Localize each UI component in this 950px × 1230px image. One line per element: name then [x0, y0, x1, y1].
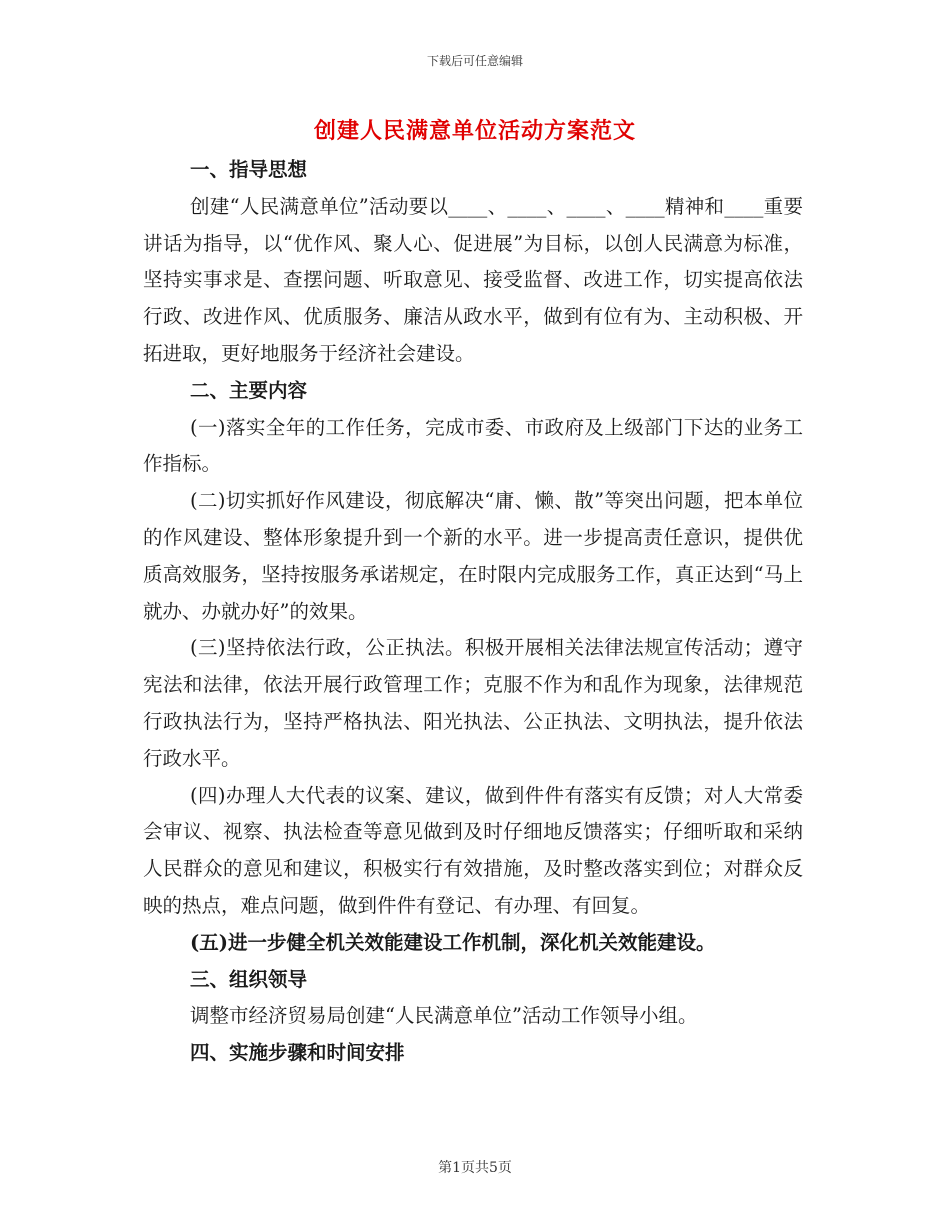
paragraph-item-4: (四)办理人大代表的议案、建议，做到件件有落实有反馈；对人大常委会审议、视察、执法检查等意见做到及时仔细地反馈落实；仔细听取和采纳人民群众的意见和建议，积极实行有效措施，及时整改落实到位；对群众反映的热点，难点问题，做到件件有登记、有办理、有回复。: [143, 783, 803, 917]
section-heading-implementation: 四、实施步骤和时间安排: [190, 1041, 405, 1065]
document-body: [143, 152, 803, 1072]
section-heading-guiding-ideology: 一、指导思想: [190, 158, 308, 181]
page-header: 下载后可任意编辑: [426, 54, 523, 68]
paragraph-item-5: (五)进一步健全机关效能建设工作机制，深化机关效能建设。: [190, 930, 716, 954]
page-footer: 第1页共5页: [438, 1160, 512, 1176]
paragraph-guiding-ideology: 创建“人民满意单位”活动要以____、____、____、____精神和____重要讲话为指导，以“优作风、聚人心、促进展”为目标，以创人民满意为标准，坚持实事求是、查摆问题、听取意见、接受监督、改进工作，切实提高依法行政、改进作风、优质服务、廉洁从政水平，做到有位有为、主动积极、开拓进取，更好地服务于经济社会建设。: [143, 194, 803, 365]
paragraph-item-1: (一)落实全年的工作任务，完成市委、市政府及上级部门下达的业务工作指标。: [143, 415, 803, 476]
section-heading-organization: 三、组织领导: [190, 967, 308, 991]
document-title: 创建人民满意单位活动方案范文: [313, 118, 636, 144]
paragraph-organization: 调整市经济贸易局创建“人民满意单位”活动工作领导小组。: [190, 1004, 698, 1028]
paragraph-item-2: (二)切实抓好作风建设，彻底解决“庸、懒、散”等突出问题，把本单位的作风建设、整体形象提升到一个新的水平。进一步提高责任意识，提供优质高效服务，坚持按服务承诺规定，在时限内完成服务工作，真正达到“马上就办、办就办好”的效果。: [143, 489, 803, 623]
paragraph-item-3: (三)坚持依法行政，公正执法。积极开展相关法律法规宣传活动；遵守宪法和法律，依法开展行政管理工作；克服不作为和乱作为现象，法律规范行政执法行为，坚持严格执法、阳光执法、公正执法、文明执法，提升依法行政水平。: [143, 636, 803, 770]
section-heading-main-content: 二、主要内容: [190, 378, 308, 402]
